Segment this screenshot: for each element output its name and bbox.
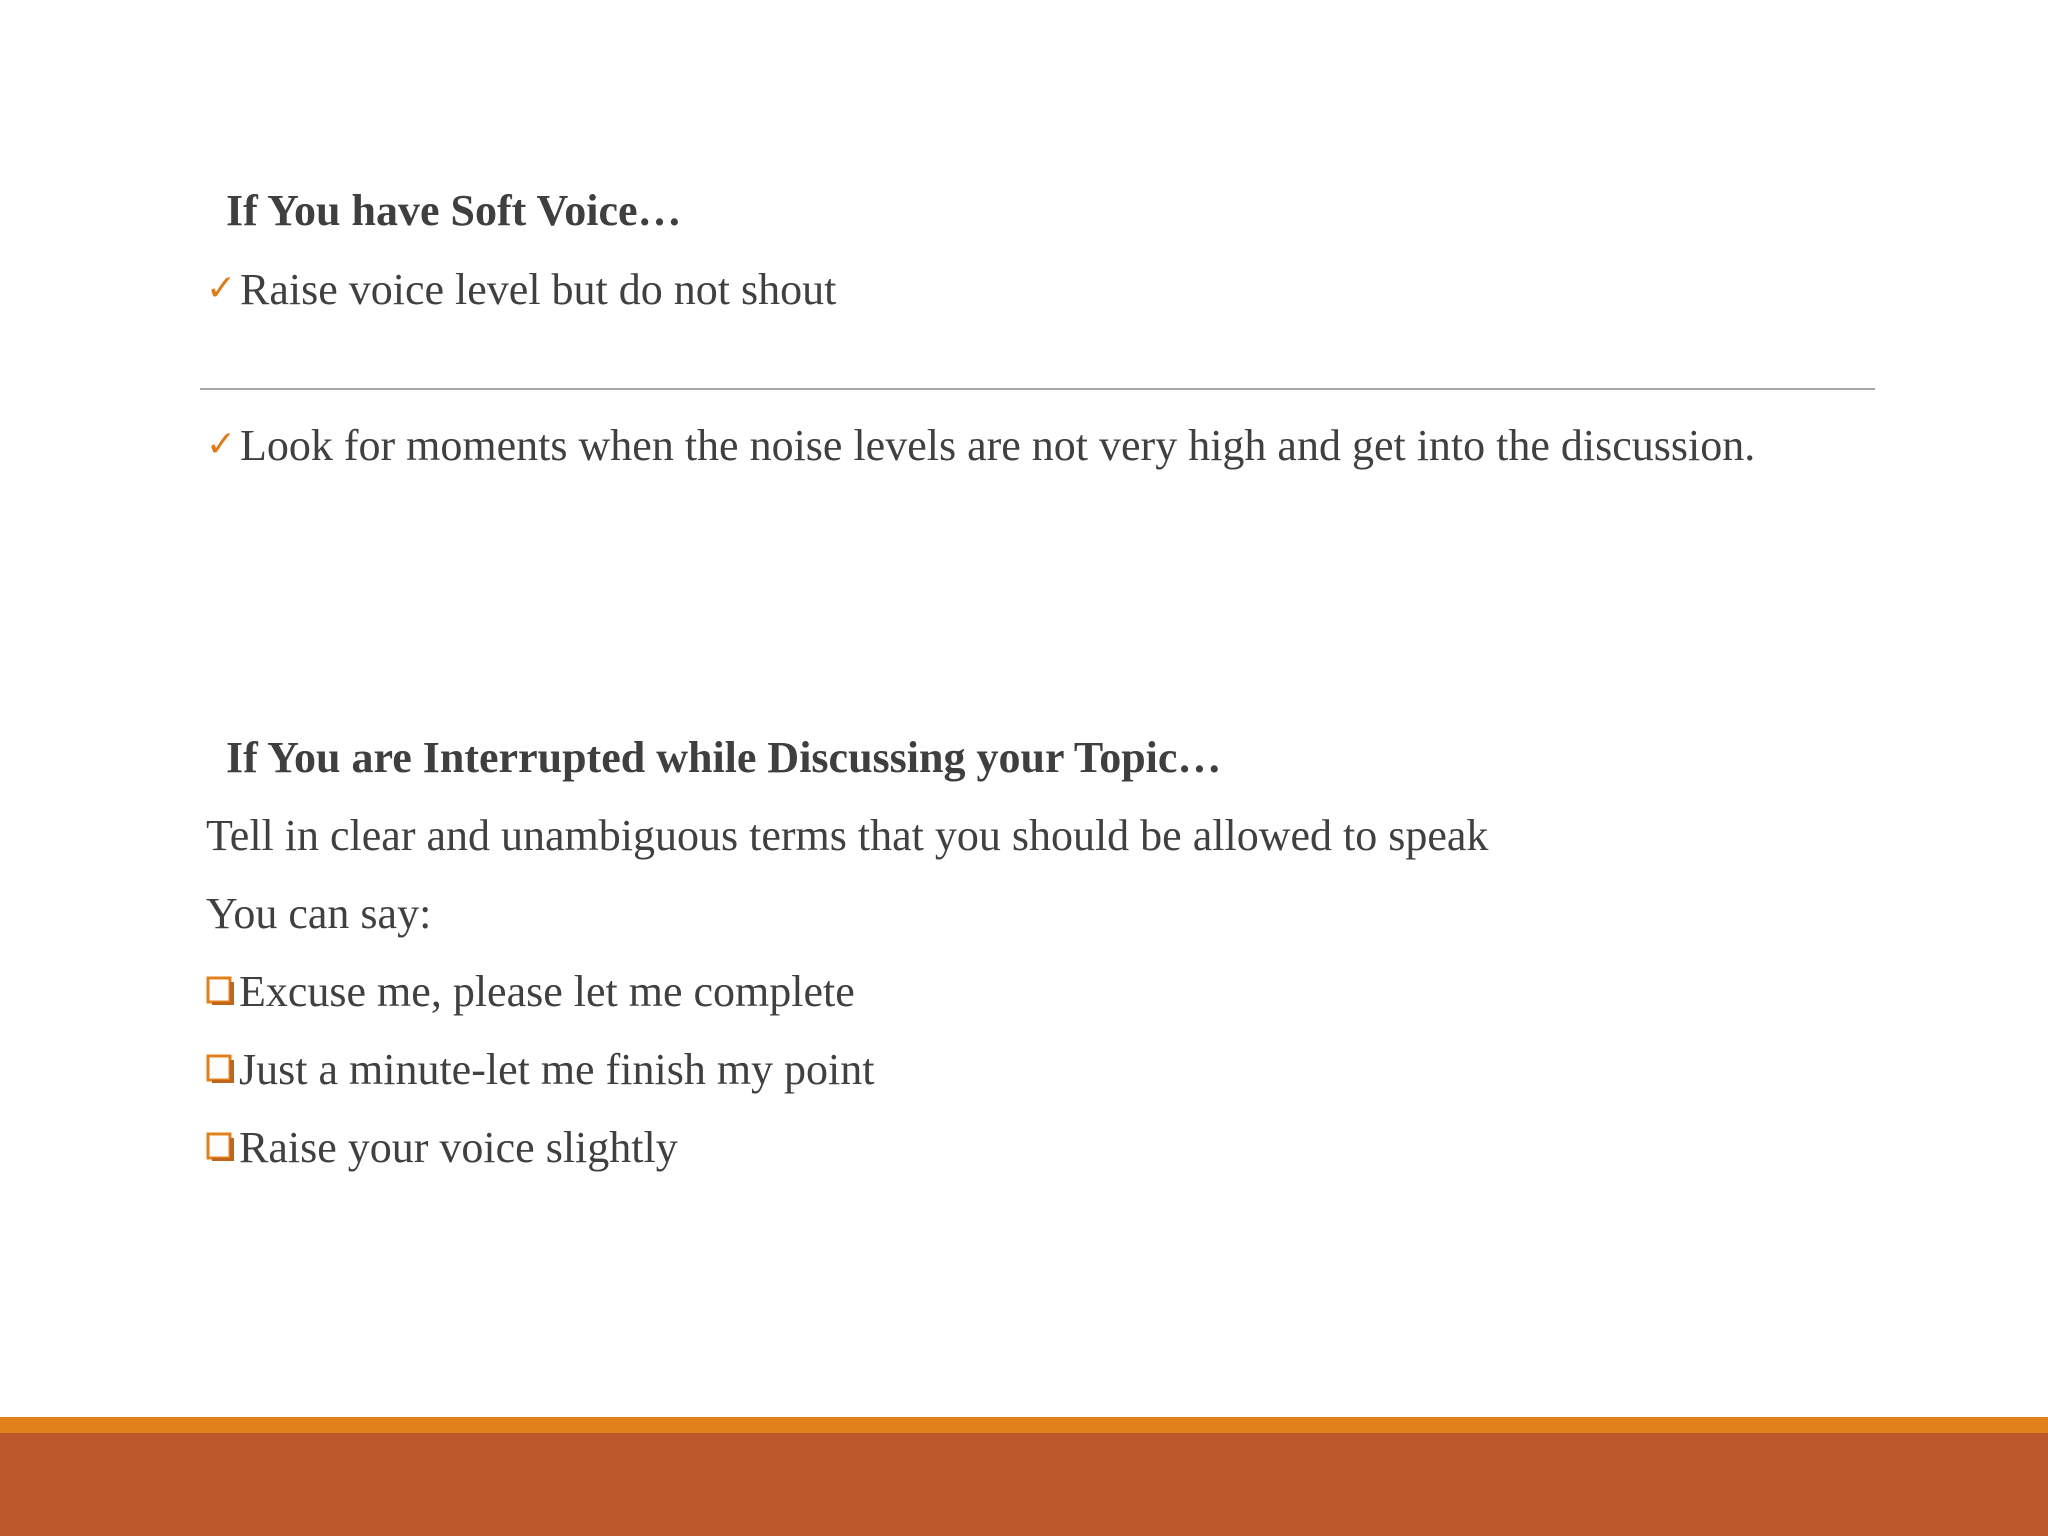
square-bullet-icon [206, 1128, 236, 1164]
bullet-text: Just a minute-let me finish my point [239, 1045, 875, 1094]
divider-line [200, 388, 1875, 390]
soft-voice-bullet-1 [206, 262, 836, 317]
bullet-text: Raise voice level but do not shout [240, 265, 837, 314]
footer-band [0, 1433, 2048, 1536]
check-icon: ✓ [206, 268, 237, 309]
bullet-text: Raise your voice slightly [239, 1123, 678, 1172]
soft-voice-heading: If You have Soft Voice… [226, 186, 682, 235]
soft-voice-bullet-2 [206, 418, 1755, 473]
phrase-bullet-2 [206, 1043, 875, 1097]
bullet-text: Excuse me, please let me complete [239, 967, 855, 1016]
instruction-text: Tell in clear and unambiguous terms that you should be allowed to speak [206, 811, 1489, 860]
phrase-bullet-1 [206, 965, 855, 1019]
check-icon: ✓ [206, 424, 237, 465]
interrupted-heading: If You are Interrupted while Discussing your Topic… [226, 733, 1222, 782]
you-can-say-text: You can say: [206, 889, 432, 938]
phrase-bullet-3 [206, 1121, 678, 1175]
bullet-text: Look for moments when the noise levels are not very high and get into the discussion. [240, 421, 1756, 470]
square-bullet-icon [206, 972, 236, 1008]
footer-accent-stripe [0, 1417, 2048, 1433]
square-bullet-icon [206, 1050, 236, 1086]
